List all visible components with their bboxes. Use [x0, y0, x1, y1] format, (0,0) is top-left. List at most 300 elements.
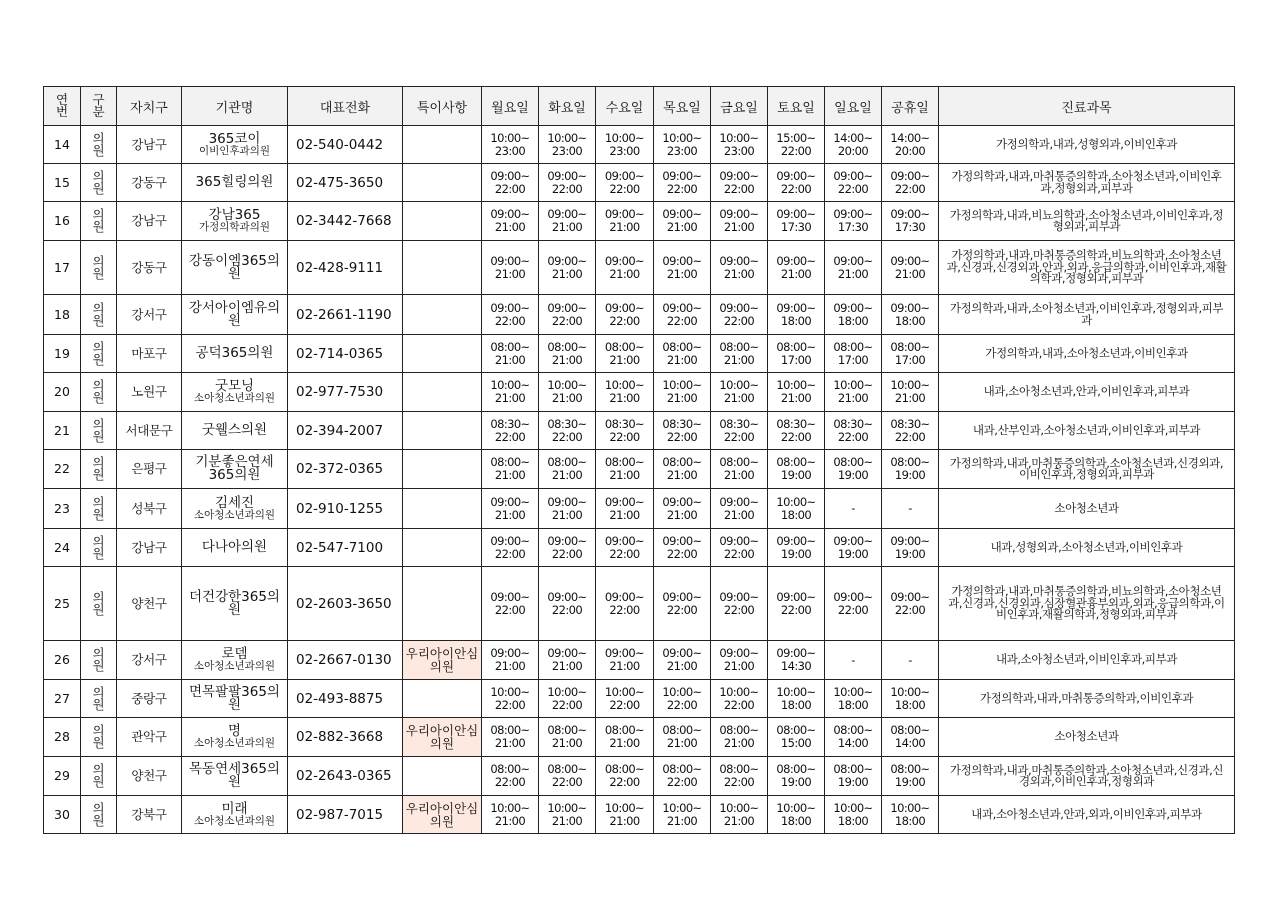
row-name — [182, 412, 288, 450]
institution-name: 기분좋은연세365의원 — [195, 454, 274, 483]
header-note: 특이사항 — [403, 87, 482, 126]
row-hours-6: 14:00~ 20:00 — [825, 126, 882, 164]
row-hours-7: - — [882, 641, 939, 680]
row-no: 23 — [44, 489, 81, 529]
row-district: 마포구 — [117, 335, 182, 373]
row-hours-5: 10:00~ 18:00 — [768, 796, 825, 834]
row-hours-1: 09:00~ 21:00 — [539, 241, 596, 295]
clinic-schedule-document — [43, 86, 1235, 834]
row-name — [182, 641, 288, 680]
row-hours-4: 08:00~ 21:00 — [711, 718, 768, 757]
row-hours-3: 08:00~ 21:00 — [654, 450, 711, 489]
header-row — [44, 87, 1235, 126]
header-no: 연번 — [44, 87, 81, 126]
row-no: 16 — [44, 202, 81, 241]
row-hours-2: 10:00~ 23:00 — [596, 126, 654, 164]
row-subjects: 가정의학과,내과,마취통증의학과,소아청소년과,신경외과,이비인후과,정형외과,피부과 — [939, 450, 1235, 489]
row-type-label: 의원 — [92, 646, 105, 673]
row-district: 양천구 — [117, 567, 182, 641]
row-type-label: 의원 — [92, 416, 105, 444]
row-hours-4: 08:00~ 22:00 — [711, 757, 768, 796]
row-district: 서대문구 — [117, 412, 182, 450]
row-hours-0: 10:00~ 22:00 — [482, 680, 539, 718]
row-hours-4: 10:00~ 22:00 — [711, 680, 768, 718]
institution-name: 굿웰스의원 — [201, 422, 268, 438]
row-phone: 02-2643-0365 — [288, 757, 403, 796]
row-hours-7: 08:00~ 14:00 — [882, 718, 939, 757]
institution-name: 명 — [227, 723, 242, 739]
row-hours-4: 09:00~ 22:00 — [711, 164, 768, 202]
row-phone: 02-2667-0130 — [288, 641, 403, 680]
row-note — [403, 164, 482, 202]
row-no: 28 — [44, 718, 81, 757]
row-hours-2: 10:00~ 21:00 — [596, 796, 654, 834]
row-hours-4: 10:00~ 23:00 — [711, 126, 768, 164]
row-hours-6: 09:00~ 19:00 — [825, 529, 882, 567]
row-hours-4: 09:00~ 21:00 — [711, 489, 768, 529]
row-name — [182, 164, 288, 202]
row-district: 성북구 — [117, 489, 182, 529]
institution-name-sub: 소아청소년과의원 — [193, 660, 276, 672]
institution-name: 굿모닝 — [214, 378, 255, 394]
institution-name: 공덕365의원 — [195, 345, 274, 361]
row-name — [182, 796, 288, 834]
row-hours-3: 08:30~ 22:00 — [654, 412, 711, 450]
row-subjects: 가정의학과,내과,마취통증의학과,이비인후과 — [939, 680, 1235, 718]
institution-name: 로뎀 — [221, 646, 248, 662]
row-type-label: 의원 — [92, 378, 105, 405]
row-hours-5: 09:00~ 22:00 — [768, 567, 825, 641]
row-hours-0: 09:00~ 22:00 — [482, 567, 539, 641]
row-type-label: 의원 — [92, 253, 105, 281]
row-hours-1: 10:00~ 22:00 — [539, 680, 596, 718]
row-hours-5: 09:00~ 14:30 — [768, 641, 825, 680]
row-hours-1: 08:00~ 21:00 — [539, 450, 596, 489]
row-name — [182, 718, 288, 757]
row-hours-3: 09:00~ 21:00 — [654, 489, 711, 529]
row-hours-3: 10:00~ 21:00 — [654, 796, 711, 834]
row-hours-6: - — [825, 641, 882, 680]
header-subjects: 진료과목 — [939, 87, 1235, 126]
row-note — [403, 295, 482, 335]
row-type — [81, 450, 117, 489]
row-district: 강서구 — [117, 641, 182, 680]
row-hours-6: 09:00~ 17:30 — [825, 202, 882, 241]
row-hours-0: 09:00~ 21:00 — [482, 489, 539, 529]
row-hours-7: 10:00~ 18:00 — [882, 796, 939, 834]
row-hours-7: 14:00~ 20:00 — [882, 126, 939, 164]
row-hours-6: 08:30~ 22:00 — [825, 412, 882, 450]
row-type-label: 의원 — [92, 339, 105, 367]
row-name — [182, 373, 288, 412]
row-note — [403, 373, 482, 412]
row-hours-3: 09:00~ 22:00 — [654, 164, 711, 202]
row-hours-4: 09:00~ 22:00 — [711, 529, 768, 567]
row-note — [403, 680, 482, 718]
row-hours-7: 09:00~ 22:00 — [882, 567, 939, 641]
row-phone: 02-714-0365 — [288, 335, 403, 373]
row-type — [81, 373, 117, 412]
row-hours-7: 10:00~ 18:00 — [882, 680, 939, 718]
table-row — [44, 567, 1235, 641]
institution-name: 다나아의원 — [201, 539, 268, 555]
row-type — [81, 489, 117, 529]
row-hours-0: 10:00~ 21:00 — [482, 796, 539, 834]
row-hours-0: 09:00~ 22:00 — [482, 295, 539, 335]
row-district: 노원구 — [117, 373, 182, 412]
row-subjects: 가정의학과,내과,마취통증의학과,소아청소년과,이비인후과,정형외과,피부과 — [939, 164, 1235, 202]
row-district: 강남구 — [117, 202, 182, 241]
row-hours-6: 08:00~ 19:00 — [825, 757, 882, 796]
row-hours-7: 09:00~ 21:00 — [882, 241, 939, 295]
row-phone: 02-2603-3650 — [288, 567, 403, 641]
row-type — [81, 295, 117, 335]
institution-name: 365힐링의원 — [195, 174, 274, 190]
row-hours-0: 08:00~ 21:00 — [482, 335, 539, 373]
row-subjects: 내과,소아청소년과,안과,이비인후과,피부과 — [939, 373, 1235, 412]
header-phone: 대표전화 — [288, 87, 403, 126]
row-hours-6: 09:00~ 22:00 — [825, 164, 882, 202]
row-subjects: 가정의학과,내과,마취통증의학과,비뇨의학과,소아청소년과,신경과,신경외과,안과,외과,응급의학과,이비인후과,재활의학과,정형외과,피부과 — [939, 241, 1235, 295]
row-hours-2: 09:00~ 22:00 — [596, 529, 654, 567]
row-hours-2: 09:00~ 21:00 — [596, 241, 654, 295]
row-hours-1: 10:00~ 23:00 — [539, 126, 596, 164]
row-type — [81, 164, 117, 202]
row-hours-1: 09:00~ 22:00 — [539, 529, 596, 567]
row-name — [182, 335, 288, 373]
row-hours-7: - — [882, 489, 939, 529]
row-type — [81, 241, 117, 295]
row-name — [182, 680, 288, 718]
row-name — [182, 757, 288, 796]
row-type-label: 의원 — [92, 300, 105, 328]
row-note — [403, 202, 482, 241]
row-subjects: 내과,소아청소년과,안과,외과,이비인후과,피부과 — [939, 796, 1235, 834]
institution-name-sub: 소아청소년과의원 — [193, 737, 276, 749]
row-hours-2: 09:00~ 21:00 — [596, 641, 654, 680]
row-hours-3: 09:00~ 22:00 — [654, 295, 711, 335]
row-note — [403, 412, 482, 450]
header-fri: 금요일 — [711, 87, 768, 126]
row-hours-0: 10:00~ 23:00 — [482, 126, 539, 164]
row-hours-5: 09:00~ 22:00 — [768, 164, 825, 202]
row-hours-4: 09:00~ 22:00 — [711, 567, 768, 641]
table-row — [44, 164, 1235, 202]
row-hours-6: 08:00~ 14:00 — [825, 718, 882, 757]
institution-name-sub: 소아청소년과의원 — [193, 814, 276, 827]
row-hours-1: 09:00~ 22:00 — [539, 164, 596, 202]
row-hours-6: 08:00~ 19:00 — [825, 450, 882, 489]
row-name — [182, 241, 288, 295]
row-hours-1: 09:00~ 21:00 — [539, 489, 596, 529]
header-district: 자치구 — [117, 87, 182, 126]
row-subjects: 소아청소년과 — [939, 489, 1235, 529]
table-row — [44, 489, 1235, 529]
institution-name: 더건강한365의원 — [189, 588, 280, 618]
row-hours-1: 08:00~ 21:00 — [539, 335, 596, 373]
row-hours-5: 08:00~ 19:00 — [768, 450, 825, 489]
row-hours-2: 08:00~ 21:00 — [596, 718, 654, 757]
row-hours-2: 09:00~ 21:00 — [596, 489, 654, 529]
row-type — [81, 412, 117, 450]
row-note: 우리아이안심의원 — [403, 718, 482, 757]
row-hours-3: 09:00~ 22:00 — [654, 529, 711, 567]
row-type-label: 의원 — [92, 723, 105, 750]
row-district: 관악구 — [117, 718, 182, 757]
row-hours-1: 10:00~ 21:00 — [539, 373, 596, 412]
table-row — [44, 373, 1235, 412]
row-subjects: 내과,성형외과,소아청소년과,이비인후과 — [939, 529, 1235, 567]
row-phone: 02-540-0442 — [288, 126, 403, 164]
row-hours-0: 09:00~ 22:00 — [482, 164, 539, 202]
row-hours-3: 10:00~ 23:00 — [654, 126, 711, 164]
row-no: 21 — [44, 412, 81, 450]
row-hours-5: 09:00~ 18:00 — [768, 295, 825, 335]
institution-name: 강서아이엠유의원 — [188, 299, 281, 329]
row-note — [403, 126, 482, 164]
row-hours-0: 08:00~ 21:00 — [482, 450, 539, 489]
table-row — [44, 202, 1235, 241]
row-hours-4: 09:00~ 21:00 — [711, 202, 768, 241]
row-hours-5: 08:30~ 22:00 — [768, 412, 825, 450]
row-hours-4: 09:00~ 21:00 — [711, 241, 768, 295]
row-hours-1: 08:00~ 21:00 — [539, 718, 596, 757]
row-hours-3: 08:00~ 21:00 — [654, 718, 711, 757]
table-row — [44, 126, 1235, 164]
row-note — [403, 241, 482, 295]
row-hours-1: 09:00~ 21:00 — [539, 202, 596, 241]
row-note — [403, 757, 482, 796]
row-subjects: 가정의학과,내과,소아청소년과,이비인후과 — [939, 335, 1235, 373]
row-type — [81, 567, 117, 641]
row-hours-0: 08:00~ 22:00 — [482, 757, 539, 796]
row-type-label: 의원 — [92, 589, 105, 617]
row-hours-2: 10:00~ 22:00 — [596, 680, 654, 718]
row-hours-6: 10:00~ 18:00 — [825, 796, 882, 834]
row-hours-3: 09:00~ 21:00 — [654, 202, 711, 241]
row-district: 강동구 — [117, 164, 182, 202]
row-note — [403, 335, 482, 373]
row-name — [182, 567, 288, 641]
row-no: 14 — [44, 126, 81, 164]
row-type-label: 의원 — [92, 130, 105, 158]
row-phone: 02-493-8875 — [288, 680, 403, 718]
clinic-table — [43, 86, 1235, 834]
row-name — [182, 450, 288, 489]
table-row — [44, 529, 1235, 567]
row-district: 중랑구 — [117, 680, 182, 718]
table-row — [44, 241, 1235, 295]
row-subjects: 가정의학과,내과,마취통증의학과,비뇨의학과,소아청소년과,신경과,신경외과,심장혈관흉부외과,외과,응급의학과,이비인후과,재활의학과,정형외과,피부과 — [939, 567, 1235, 641]
row-subjects: 내과,소아청소년과,이비인후과,피부과 — [939, 641, 1235, 680]
row-phone: 02-394-2007 — [288, 412, 403, 450]
row-type-label: 의원 — [92, 762, 105, 789]
row-type — [81, 757, 117, 796]
row-phone: 02-475-3650 — [288, 164, 403, 202]
row-hours-0: 09:00~ 21:00 — [482, 641, 539, 680]
row-phone: 02-547-7100 — [288, 529, 403, 567]
row-hours-7: 10:00~ 21:00 — [882, 373, 939, 412]
row-subjects: 가정의학과,내과,소아청소년과,이비인후과,정형외과,피부과 — [939, 295, 1235, 335]
row-phone: 02-372-0365 — [288, 450, 403, 489]
row-hours-0: 09:00~ 21:00 — [482, 241, 539, 295]
row-hours-4: 08:00~ 21:00 — [711, 450, 768, 489]
row-type — [81, 126, 117, 164]
row-hours-5: 08:00~ 15:00 — [768, 718, 825, 757]
row-hours-3: 08:00~ 22:00 — [654, 757, 711, 796]
row-type — [81, 202, 117, 241]
header-name: 기관명 — [182, 87, 288, 126]
row-name — [182, 126, 288, 164]
row-hours-1: 09:00~ 22:00 — [539, 295, 596, 335]
row-hours-4: 09:00~ 22:00 — [711, 295, 768, 335]
row-no: 18 — [44, 295, 81, 335]
row-hours-3: 10:00~ 22:00 — [654, 680, 711, 718]
row-hours-2: 08:00~ 22:00 — [596, 757, 654, 796]
row-hours-6: 09:00~ 21:00 — [825, 241, 882, 295]
row-phone: 02-977-7530 — [288, 373, 403, 412]
row-district: 양천구 — [117, 757, 182, 796]
row-type-label: 의원 — [92, 684, 105, 712]
row-hours-3: 09:00~ 22:00 — [654, 567, 711, 641]
row-hours-3: 09:00~ 21:00 — [654, 241, 711, 295]
row-district: 강북구 — [117, 796, 182, 834]
row-type — [81, 718, 117, 757]
institution-name-sub: 소아청소년과의원 — [193, 392, 276, 404]
header-sun: 일요일 — [825, 87, 882, 126]
row-hours-2: 10:00~ 21:00 — [596, 373, 654, 412]
row-subjects: 가정의학과,내과,마취통증의학과,소아청소년과,신경과,신경외과,이비인후과,정형외과 — [939, 757, 1235, 796]
row-note — [403, 529, 482, 567]
row-hours-6: 10:00~ 21:00 — [825, 373, 882, 412]
row-no: 22 — [44, 450, 81, 489]
row-type — [81, 680, 117, 718]
institution-name-sub: 가정의학과의원 — [198, 221, 270, 233]
row-note — [403, 567, 482, 641]
row-no: 17 — [44, 241, 81, 295]
row-hours-2: 08:00~ 21:00 — [596, 450, 654, 489]
header-wed: 수요일 — [596, 87, 654, 126]
row-hours-6: 09:00~ 18:00 — [825, 295, 882, 335]
row-district: 강동구 — [117, 241, 182, 295]
row-district: 강남구 — [117, 529, 182, 567]
table-row — [44, 412, 1235, 450]
row-hours-0: 08:00~ 21:00 — [482, 718, 539, 757]
institution-name-sub: 소아청소년과의원 — [193, 508, 276, 521]
row-hours-5: 09:00~ 19:00 — [768, 529, 825, 567]
institution-name: 365코이 — [208, 130, 261, 147]
row-hours-6: - — [825, 489, 882, 529]
row-hours-4: 08:00~ 21:00 — [711, 335, 768, 373]
row-hours-1: 09:00~ 21:00 — [539, 641, 596, 680]
row-hours-4: 10:00~ 21:00 — [711, 373, 768, 412]
row-hours-7: 08:00~ 17:00 — [882, 335, 939, 373]
row-hours-4: 09:00~ 21:00 — [711, 641, 768, 680]
row-note: 우리아이안심의원 — [403, 641, 482, 680]
row-hours-5: 09:00~ 17:30 — [768, 202, 825, 241]
row-phone: 02-2661-1190 — [288, 295, 403, 335]
row-hours-6: 08:00~ 17:00 — [825, 335, 882, 373]
row-hours-2: 09:00~ 22:00 — [596, 567, 654, 641]
table-row — [44, 335, 1235, 373]
row-type — [81, 529, 117, 567]
row-phone: 02-3442-7668 — [288, 202, 403, 241]
row-district: 은평구 — [117, 450, 182, 489]
row-hours-0: 09:00~ 22:00 — [482, 529, 539, 567]
row-hours-5: 10:00~ 21:00 — [768, 373, 825, 412]
row-hours-2: 09:00~ 21:00 — [596, 202, 654, 241]
row-hours-2: 08:00~ 21:00 — [596, 335, 654, 373]
row-hours-1: 08:30~ 22:00 — [539, 412, 596, 450]
row-hours-2: 09:00~ 22:00 — [596, 164, 654, 202]
row-subjects: 소아청소년과 — [939, 718, 1235, 757]
row-name — [182, 202, 288, 241]
header-type: 구분 — [81, 87, 117, 126]
row-name — [182, 295, 288, 335]
row-hours-3: 10:00~ 21:00 — [654, 373, 711, 412]
institution-name: 강동이엠365의원 — [189, 252, 280, 282]
row-type-label: 의원 — [92, 168, 105, 196]
row-district: 강남구 — [117, 126, 182, 164]
row-subjects: 가정의학과,내과,성형외과,이비인후과 — [939, 126, 1235, 164]
row-hours-1: 10:00~ 21:00 — [539, 796, 596, 834]
row-phone: 02-882-3668 — [288, 718, 403, 757]
institution-name-sub: 이비인후과의원 — [198, 144, 270, 157]
row-hours-7: 09:00~ 22:00 — [882, 164, 939, 202]
institution-name: 미래 — [221, 800, 248, 817]
row-hours-7: 08:30~ 22:00 — [882, 412, 939, 450]
row-hours-7: 09:00~ 18:00 — [882, 295, 939, 335]
row-note — [403, 489, 482, 529]
row-hours-7: 08:00~ 19:00 — [882, 450, 939, 489]
row-hours-5: 08:00~ 19:00 — [768, 757, 825, 796]
row-name — [182, 489, 288, 529]
row-no: 27 — [44, 680, 81, 718]
table-row — [44, 295, 1235, 335]
row-hours-1: 09:00~ 22:00 — [539, 567, 596, 641]
row-note: 우리아이안심의원 — [403, 796, 482, 834]
row-hours-6: 09:00~ 22:00 — [825, 567, 882, 641]
row-no: 30 — [44, 796, 81, 834]
row-hours-0: 10:00~ 21:00 — [482, 373, 539, 412]
row-hours-7: 08:00~ 19:00 — [882, 757, 939, 796]
row-type — [81, 641, 117, 680]
table-row — [44, 680, 1235, 718]
row-hours-4: 10:00~ 21:00 — [711, 796, 768, 834]
row-phone: 02-987-7015 — [288, 796, 403, 834]
row-subjects: 가정의학과,내과,비뇨의학과,소아청소년과,이비인후과,정형외과,피부과 — [939, 202, 1235, 241]
row-hours-6: 10:00~ 18:00 — [825, 680, 882, 718]
row-type-label: 의원 — [92, 494, 105, 522]
row-hours-2: 09:00~ 22:00 — [596, 295, 654, 335]
row-hours-3: 09:00~ 21:00 — [654, 641, 711, 680]
header-mon: 월요일 — [482, 87, 539, 126]
row-no: 26 — [44, 641, 81, 680]
table-row — [44, 718, 1235, 757]
row-no: 20 — [44, 373, 81, 412]
row-hours-5: 10:00~ 18:00 — [768, 680, 825, 718]
row-hours-0: 08:30~ 22:00 — [482, 412, 539, 450]
row-district: 강서구 — [117, 295, 182, 335]
header-thu: 목요일 — [654, 87, 711, 126]
row-hours-5: 10:00~ 18:00 — [768, 489, 825, 529]
institution-name: 면목팔팔365의원 — [189, 683, 280, 713]
table-body — [44, 126, 1235, 834]
row-subjects: 내과,산부인과,소아청소년과,이비인후과,피부과 — [939, 412, 1235, 450]
row-no: 25 — [44, 567, 81, 641]
header-sat: 토요일 — [768, 87, 825, 126]
row-no: 15 — [44, 164, 81, 202]
